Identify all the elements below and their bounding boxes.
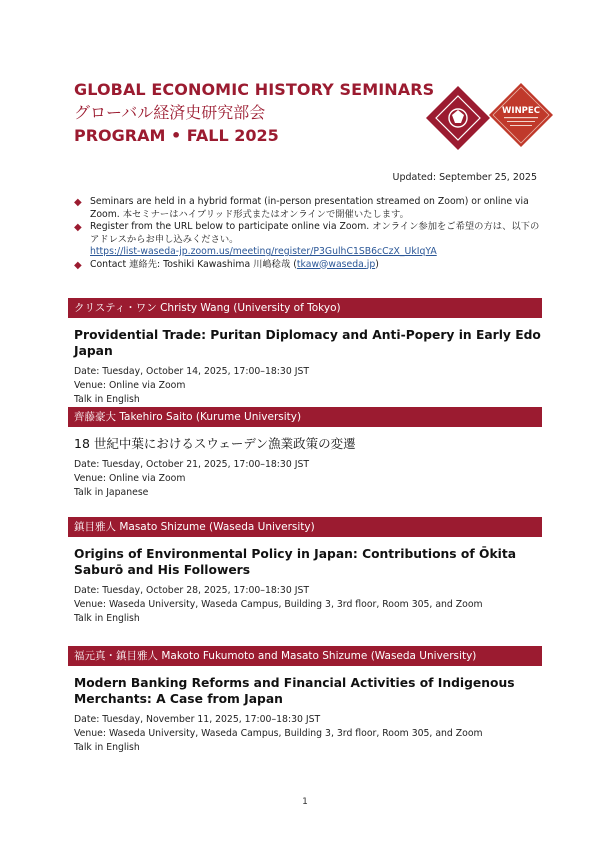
note-contact: ◆ Contact 連絡先: Toshiki Kawashima 川嶋稔哉 (tkaw@waseda.jp) <box>74 258 379 271</box>
seminar-1 <box>68 298 542 407</box>
talk-title: 18 世紀中葉におけるスウェーデン漁業政策の変遷 <box>74 436 356 451</box>
waseda-logo <box>425 85 491 151</box>
seminar-3 <box>68 517 542 626</box>
winpec-logo-text: WINPEC <box>502 106 540 116</box>
talk-venue: Venue: Waseda University, Waseda Campus, Building 3, 3rd floor, Room 305, and Zoom <box>74 728 483 739</box>
title-block <box>74 79 434 147</box>
talk-title: Providential Trade: Puritan Diplomacy and Anti-Popery in Early Edo Japan <box>74 328 541 358</box>
program-term: PROGRAM • FALL 2025 <box>74 126 279 145</box>
page-number: 1 <box>302 797 308 807</box>
talk-venue: Venue: Online via Zoom <box>74 380 186 391</box>
contact-email-link[interactable]: tkaw@waseda.jp <box>296 258 376 270</box>
diamond-bullet-icon: ◆ <box>74 222 82 233</box>
note-hybrid-format: ◆ Seminars are held in a hybrid format (in-person presentation streamed on Zoom) or online via Zoom. 本セミナーはハイブリッド形式またはオンラインで開催いたします。 <box>74 196 529 220</box>
talk-venue: Venue: Online via Zoom <box>74 473 186 484</box>
talk-language: Talk in English <box>74 742 140 753</box>
title-japanese: グローバル経済史研究部会 <box>74 103 266 122</box>
talk-details <box>74 458 542 500</box>
diamond-bullet-icon: ◆ <box>74 259 82 271</box>
talk-venue: Venue: Waseda University, Waseda Campus, Building 3, 3rd floor, Room 305, and Zoom <box>74 599 483 610</box>
diamond-bullet-icon: ◆ <box>74 197 82 208</box>
speaker-bar: クリスティ・ワン Christy Wang (University of Tokyo) <box>68 298 542 318</box>
talk-details <box>74 365 542 407</box>
talk-date: Date: Tuesday, November 11, 2025, 17:00–18:30 JST <box>74 714 321 725</box>
talk-language: Talk in English <box>74 394 140 405</box>
seminar-4 <box>68 646 542 755</box>
talk-language: Talk in English <box>74 613 140 624</box>
talk-details <box>74 584 542 626</box>
speaker-bar: 福元真・鎮目雅人 Makoto Fukumoto and Masato Shizume (Waseda University) <box>68 646 542 666</box>
talk-details <box>74 713 542 755</box>
talk-title: Modern Banking Reforms and Financial Activities of Indigenous Merchants: A Case from Japan <box>74 676 515 706</box>
talk-title: Origins of Environmental Policy in Japan: Contributions of Ōkita Saburō and His Followers <box>74 547 517 577</box>
seminar-2 <box>68 407 542 500</box>
notes-list <box>74 196 540 271</box>
speaker-bar: 齊藤豪大 Takehiro Saito (Kurume University) <box>68 407 542 427</box>
talk-date: Date: Tuesday, October 14, 2025, 17:00–18:30 JST <box>74 366 310 377</box>
note-registration: ◆ Register from the URL below to participate online via Zoom. オンライン参加をご希望の方は、以下のアドレスからお申し込みください。 https://list-waseda-jp.zoom.us/meeting/register/P3GulhC1SB6cCzX_UkIqYA <box>74 221 540 257</box>
speaker-bar: 鎮目雅人 Masato Shizume (Waseda University) <box>68 517 542 537</box>
talk-date: Date: Tuesday, October 21, 2025, 17:00–18:30 JST <box>74 459 310 470</box>
registration-link[interactable]: https://list-waseda-jp.zoom.us/meeting/register/P3GulhC1SB6cCzX_UkIqYA <box>90 246 437 257</box>
title-english: GLOBAL ECONOMIC HISTORY SEMINARS <box>74 80 435 99</box>
talk-language: Talk in Japanese <box>74 487 149 498</box>
talk-date: Date: Tuesday, October 28, 2025, 17:00–18:30 JST <box>74 585 310 596</box>
updated-date: Updated: September 25, 2025 <box>392 172 537 183</box>
winpec-logo <box>488 82 554 148</box>
